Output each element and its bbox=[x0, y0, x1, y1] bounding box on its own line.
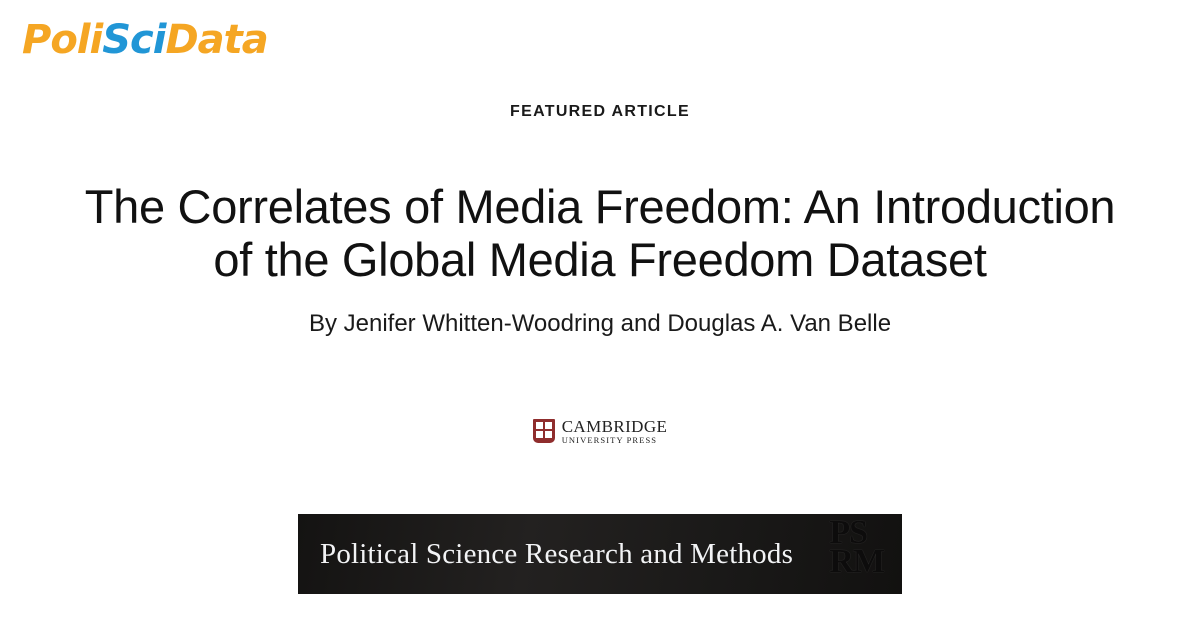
logo-text-data: Data bbox=[165, 17, 268, 63]
cambridge-shield-icon bbox=[533, 419, 555, 443]
psrm-logo-line-2: RM bbox=[829, 543, 884, 581]
journal-banner bbox=[298, 514, 902, 594]
publisher-subtitle: UNIVERSITY PRESS bbox=[561, 434, 658, 445]
journal-title: Political Science Research and Methods bbox=[320, 537, 794, 570]
article-byline: By Jenifer Whitten-Woodring and Douglas A. Van Belle bbox=[308, 310, 892, 337]
psrm-logo-line-1: PS bbox=[829, 514, 868, 551]
logo-text-sci: Sci bbox=[102, 17, 166, 63]
site-logo[interactable] bbox=[22, 17, 268, 63]
featured-article-label: FEATURED ARTICLE bbox=[510, 103, 690, 120]
psrm-logo-icon bbox=[829, 514, 884, 581]
publisher-name: CAMBRIDGE bbox=[561, 417, 668, 436]
logo-text-poli: Poli bbox=[22, 17, 103, 63]
publisher-wordmark bbox=[562, 418, 668, 445]
publisher-logo bbox=[0, 418, 1200, 445]
page-title: The Correlates of Media Freedom: An Introduction of the Global Media Freedom Dataset bbox=[84, 180, 1116, 287]
